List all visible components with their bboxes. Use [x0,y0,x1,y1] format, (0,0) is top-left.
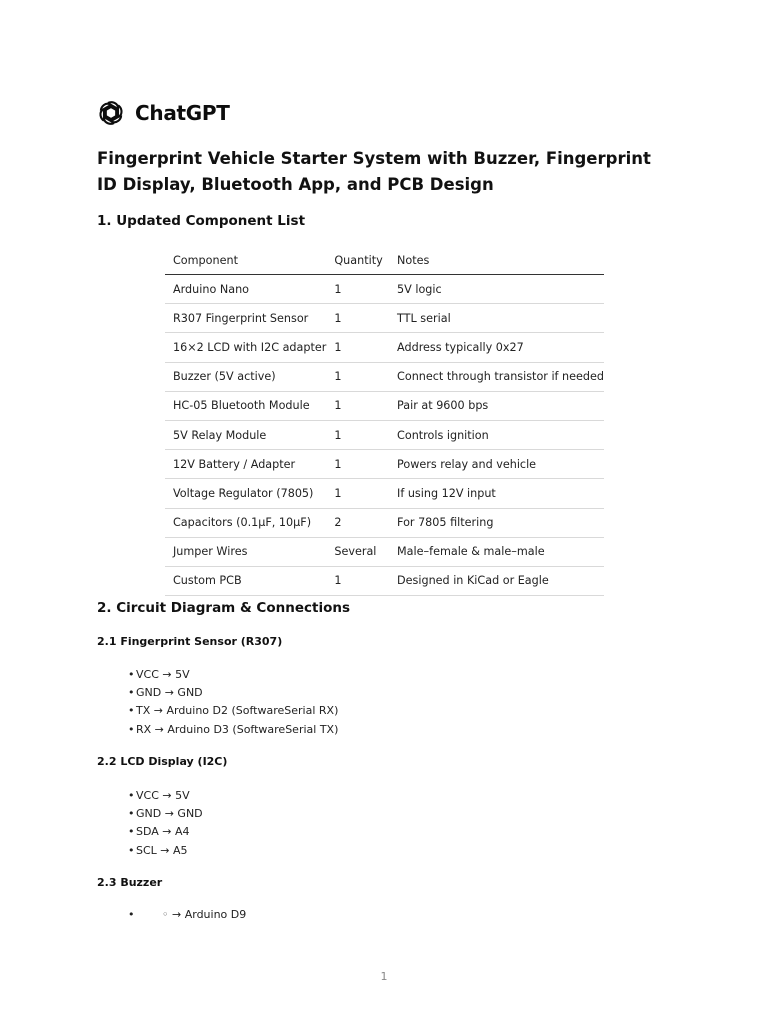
table-row [165,391,604,420]
table-cell: 1 [326,333,389,362]
table-cell: Connect through transistor if needed [389,362,604,391]
table-cell: If using 12V input [389,479,604,508]
table-cell: 1 [326,420,389,449]
table-cell: 16×2 LCD with I2C adapter [165,333,326,362]
table-cell: R307 Fingerprint Sensor [165,304,326,333]
list-item: • ◦ → Arduino D9 [128,908,247,921]
list-item: • RX → Arduino D3 (SoftwareSerial TX) [128,722,339,736]
table-cell: Address typically 0x27 [389,333,604,362]
list-item: • SDA → A4 [128,825,190,839]
table-cell: Pair at 9600 bps [389,391,604,420]
table-cell: HC-05 Bluetooth Module [165,391,326,420]
column-header: Component [165,247,326,275]
table-cell: Male–female & male–male [389,537,604,566]
subsection-heading-buzzer: 2.3 Buzzer [97,876,163,889]
table-cell: 1 [326,362,389,391]
list-item: • TX → Arduino D2 (SoftwareSerial RX) [128,704,339,718]
table-cell: 2 [326,508,389,537]
table-row [165,304,604,333]
table-cell: Powers relay and vehicle [389,450,604,479]
table-cell: 5V Relay Module [165,420,326,449]
section-heading-circuit: 2. Circuit Diagram & Connections [97,600,350,616]
table-cell: 12V Battery / Adapter [165,450,326,479]
table-row [165,362,604,391]
table-cell: 5V logic [389,275,604,304]
openai-logo-icon [97,99,125,127]
list-item: • SCL → A5 [128,843,188,857]
table-cell: TTL serial [389,304,604,333]
brand-header [97,99,230,127]
table-cell: Capacitors (0.1µF, 10µF) [165,508,326,537]
subsection-heading-fingerprint: 2.1 Fingerprint Sensor (R307) [97,635,283,648]
table-cell: 1 [326,391,389,420]
list-item: • VCC → 5V [128,789,190,802]
table-cell: Arduino Nano [165,275,326,304]
table-cell: 1 [326,304,389,333]
fingerprint-connections-list [128,666,338,739]
table-row [165,537,604,566]
list-item: • VCC → 5V [128,668,190,681]
table-cell: Voltage Regulator (7805) [165,479,326,508]
table-cell: Designed in KiCad or Eagle [389,566,604,595]
column-header: Quantity [326,247,389,275]
table-row [165,479,604,508]
table-header-row [165,247,604,275]
brand-name: ChatGPT [135,101,230,125]
column-header: Notes [389,247,604,275]
table-row [165,508,604,537]
table-cell: Several [326,537,389,566]
table-cell: 1 [326,566,389,595]
table-row [165,333,604,362]
component-table [165,247,604,596]
table-row [165,450,604,479]
buzzer-connections-list [128,906,246,924]
table-row [165,566,604,595]
list-item: • GND → GND [128,807,203,821]
sub-bullet-icon: ◦ [162,908,172,921]
subsection-heading-lcd: 2.2 LCD Display (I2C) [97,755,228,768]
list-item: • GND → GND [128,686,203,700]
page-number: 1 [380,970,388,983]
table-cell: Buzzer (5V active) [165,362,326,391]
table-cell: 1 [326,450,389,479]
table-cell: 1 [326,479,389,508]
document-title: Fingerprint Vehicle Starter System with Buzzer, Fingerprint ID Display, Bluetooth App, and PCB Design [97,149,651,194]
table-row [165,275,604,304]
table-cell: Controls ignition [389,420,604,449]
table-cell: For 7805 filtering [389,508,604,537]
section-heading-components: 1. Updated Component List [97,213,306,229]
table-cell: Custom PCB [165,566,326,595]
table-cell: Jumper Wires [165,537,326,566]
table-cell: 1 [326,275,389,304]
lcd-connections-list [128,787,203,860]
table-row [165,420,604,449]
